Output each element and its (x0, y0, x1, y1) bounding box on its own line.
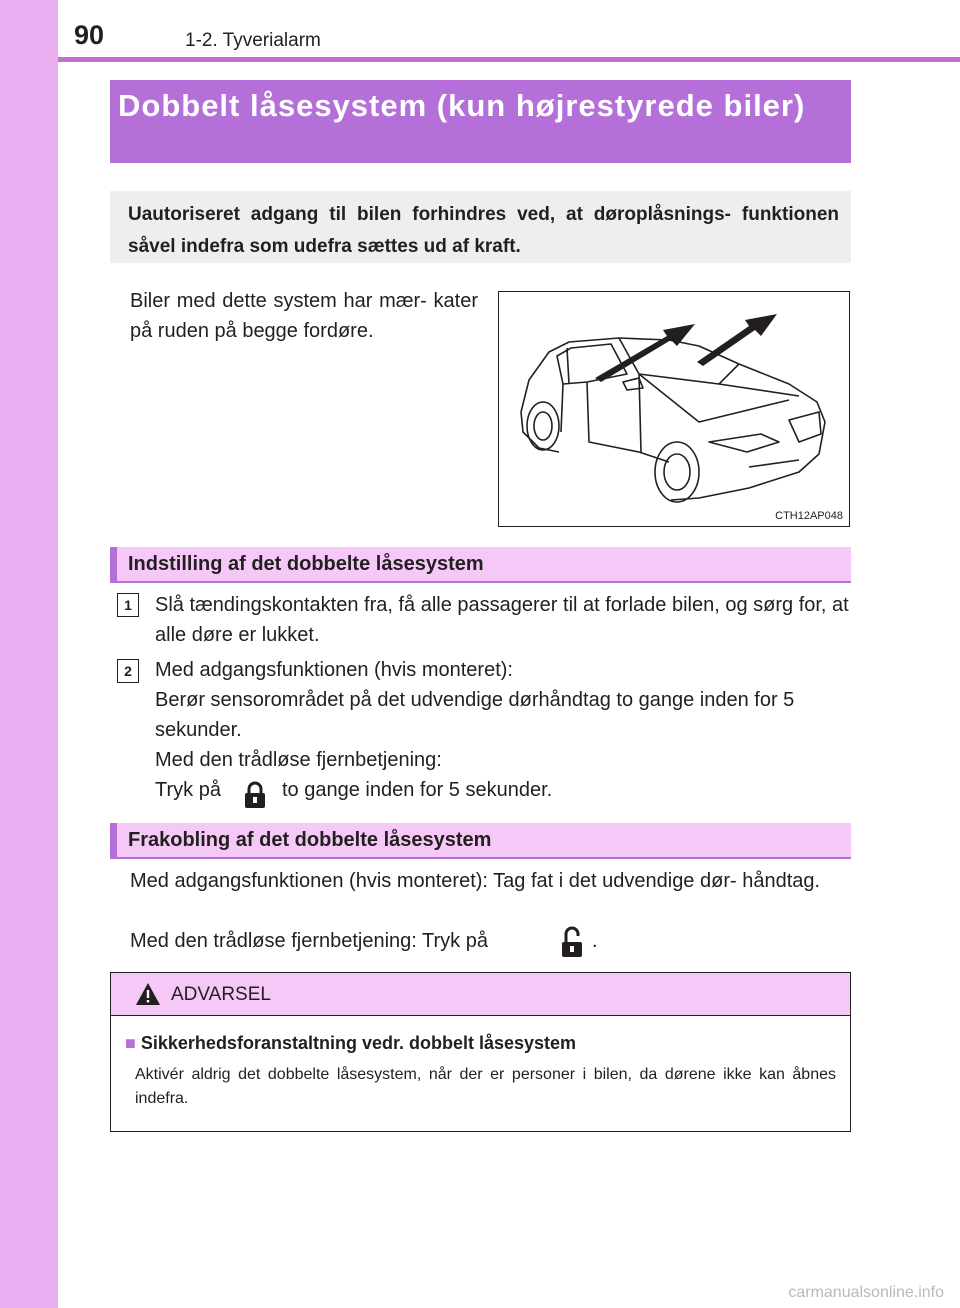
release-line-2b: . (592, 930, 598, 952)
figure-label: CTH12AP048 (775, 510, 843, 522)
warning-subheading (125, 1033, 576, 1054)
marker-note: Biler med dette system har mær- kater på ruden på begge fordøre. (130, 290, 478, 342)
intro-box (110, 191, 851, 263)
release-heading-text: Frakobling af det dobbelte låsesystem (128, 829, 492, 851)
step-2-line-2: Berør sensorområdet på det udvendige dørhåndtag to gange inden for 5 sekunder. (155, 689, 795, 741)
release-line-2a: Med den trådløse fjernbetjening: Tryk på (130, 930, 488, 952)
step-2-badge: 2 (117, 659, 139, 683)
page-title: Dobbelt låsesystem (kun højrestyrede biler) (118, 88, 806, 123)
warning-header (111, 973, 850, 1016)
heading-accent-bar (110, 823, 117, 857)
footer-watermark: carmanualsonline.info (788, 1284, 944, 1301)
setting-heading (110, 547, 851, 583)
warning-box (110, 972, 851, 1132)
release-line-1: Med adgangsfunktionen (hvis monteret): Tag fat i det udvendige dør- håndtag. (130, 870, 821, 892)
step-1-text: Slå tændingskontakten fra, få alle passagerer til at forlade bilen, og sørg for, at alle døre er lukket. (155, 594, 849, 646)
step-2-line-4b: to gange inden for 5 sekunder. (282, 779, 553, 801)
intro-text: Uautoriseret adgang til bilen forhindres ved, at døroplåsnings- funktionen såvel indefra som udefra sættes ud af kraft. (128, 204, 839, 257)
setting-heading-text: Indstilling af det dobbelte låsesystem (128, 553, 484, 575)
car-with-arrows-icon (499, 292, 849, 526)
section-title: 1-2. Tyverialarm (185, 30, 321, 51)
heading-accent-bar (110, 547, 117, 581)
car-figure (498, 291, 850, 527)
warning-triangle-icon (135, 982, 161, 1006)
title-banner (110, 80, 851, 163)
step-2-line-1: Med adgangsfunktionen (hvis monteret): (155, 659, 513, 681)
page-number: 90 (74, 20, 105, 50)
unlock-icon (559, 926, 585, 958)
release-heading (110, 823, 851, 859)
warning-body: Aktivér aldrig det dobbelte låsesystem, når der er personer i bilen, da dørene ikke kan åbnes indefra. (135, 1066, 836, 1107)
step-2-line-4a: Tryk på (155, 779, 221, 801)
warning-title: ADVARSEL (171, 984, 271, 1005)
step-1-badge: 1 (117, 593, 139, 617)
square-bullet-icon: ■ (125, 1033, 136, 1053)
warning-subheading-text: Sikkerhedsforanstaltning vedr. dobbelt låsesystem (140, 1033, 577, 1053)
header-divider (58, 57, 960, 62)
step-2-line-3: Med den trådløse fjernbetjening: (155, 749, 442, 771)
page-sidebar-tab (0, 0, 58, 1308)
lock-icon (242, 781, 268, 809)
